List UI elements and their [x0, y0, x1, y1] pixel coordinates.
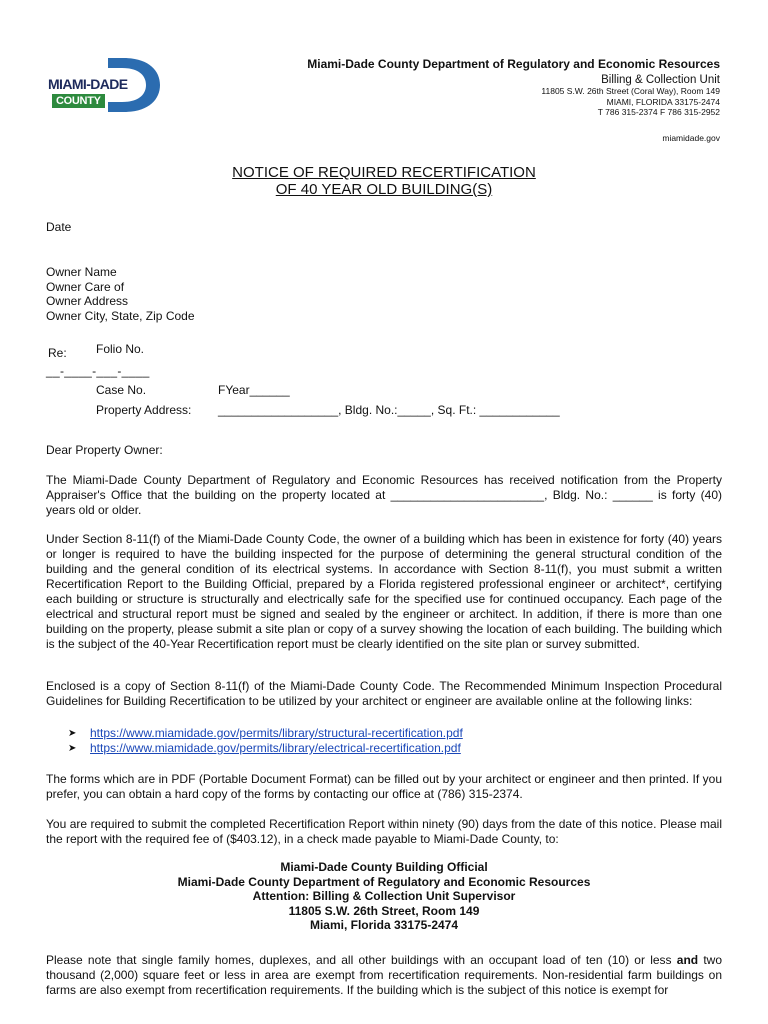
mail-to-line: Miami-Dade County Building Official	[280, 860, 488, 874]
title-line-1: NOTICE OF REQUIRED RECERTIFICATION	[232, 164, 536, 181]
phone-fax: T 786 315-2374 F 786 315-2952	[597, 107, 720, 117]
logo-text-miami-dade: MIAMI-DADE	[48, 76, 128, 92]
list-item	[46, 741, 722, 756]
paragraph-requirements: Under Section 8-11(f) of the Miami-Dade County Code, the owner of a building which has been in existence for forty (40) years or longer is required to have the building inspected for the purpose of determining the general structural condition of the building and the general condition of its electrical systems. In accordance with Section 8-11(f), you must submit a written Recertification Report to the Building Official, prepared by a Florida registered professional engineer or architect*, certifying each building or structure is structurally and electrically safe for the specified use for continued occupancy. Each page of the electrical and structural report must be signed and sealed by the engineer or architect. In addition, if there is more than one building on the property, please submit a site plan or copy of a survey showing the location of each building. The building which is the subject of the 40-Year Recertification report must be clearly identified on the site plan or survey submitted.	[46, 532, 722, 651]
website: miamidade.gov	[662, 132, 720, 143]
owner-address: Owner Address	[46, 294, 129, 308]
date-label: Date	[46, 220, 72, 234]
paragraph-submission: You are required to submit the completed Recertification Report within ninety (90) days from the date of this notice. Please mail the report with the required fee of ($403.12), in a check made payable to Miami-Dade County, to:	[46, 817, 722, 846]
exemptions-text-b: two thousand (2,000) square feet or less in area are exempt from recertification requirements. Non-residential farm buildings on farms are also exempt from recertification requirements. If the building which is the subject of this notice is exempt for	[46, 953, 723, 997]
letterhead	[307, 57, 720, 143]
exemptions-emphasis: and	[676, 953, 699, 967]
owner-care-of: Owner Care of	[46, 279, 125, 294]
property-address-label: Property Address:	[96, 403, 192, 417]
mail-to-line: Attention: Billing & Collection Unit Supervisor	[252, 889, 516, 903]
owner-name: Owner Name	[46, 265, 117, 279]
title-line-2: OF 40 YEAR OLD BUILDING(S)	[275, 181, 493, 198]
exemptions-text-a: Please note that single family homes, duplexes, and all other buildings with an occupant load of ten (10) or less	[46, 953, 677, 967]
mailing-address	[0, 860, 768, 933]
paragraph-enclosed: Enclosed is a copy of Section 8-11(f) of the Miami-Dade County Code. The Recommended Minimum Inspection Procedural Guidelines for Building Recertification to be utilized by your architect or engineer are available online at the following links:	[46, 679, 722, 708]
paragraph-notification: The Miami-Dade County Department of Regulatory and Economic Resources has received notification from the Property Appraiser's Office that the building on the property located at _______________________, Bldg. No.: ______ is forty (40) years old or older.	[46, 473, 722, 517]
folio-label: Folio No.	[96, 342, 145, 356]
property-address-field: __________________, Bldg. No.:_____, Sq. Ft.: ____________	[218, 403, 560, 417]
electrical-recertification-link[interactable]: https://www.miamidade.gov/permits/library/electrical-recertification.pdf	[90, 741, 461, 755]
fyear-field: FYear______	[218, 383, 290, 397]
owner-block	[46, 265, 722, 323]
case-label: Case No.	[96, 383, 147, 397]
department-name: Miami-Dade County Department of Regulatory and Economic Resources	[307, 57, 720, 71]
unit-name: Billing & Collection Unit	[601, 74, 720, 86]
city-address: MIAMI, FLORIDA 33175-2474	[606, 96, 720, 107]
arrow-bullet-icon: ➤	[68, 728, 77, 739]
mail-to-line: Miami-Dade County Department of Regulatory and Economic Resources	[177, 874, 591, 889]
mail-to-line: Miami, Florida 33175-2474	[309, 918, 459, 932]
owner-city: Owner City, State, Zip Code	[46, 308, 195, 323]
mail-to-line: 11805 S.W. 26th Street, Room 149	[288, 903, 480, 918]
arrow-bullet-icon: ➤	[68, 743, 77, 754]
salutation: Dear Property Owner:	[46, 443, 163, 457]
folio-number-field: __-____-___-____	[46, 364, 150, 378]
street-address: 11805 S.W. 26th Street (Coral Way), Room 149	[541, 86, 720, 96]
list-item	[46, 726, 722, 741]
re-label: Re:	[48, 346, 67, 360]
paragraph-exemptions	[46, 953, 722, 998]
paragraph-forms: The forms which are in PDF (Portable Document Format) can be filled out by your architect or engineer and then printed. If you prefer, you can obtain a hard copy of the forms by contacting our office at (786) 315-2374.	[46, 772, 722, 801]
structural-recertification-link[interactable]: https://www.miamidade.gov/permits/library/structural-recertification.pdf	[90, 726, 463, 740]
miami-dade-county-logo	[48, 58, 160, 112]
guideline-links	[46, 726, 722, 756]
logo-text-county: COUNTY	[52, 94, 105, 108]
notice-title	[0, 164, 768, 198]
